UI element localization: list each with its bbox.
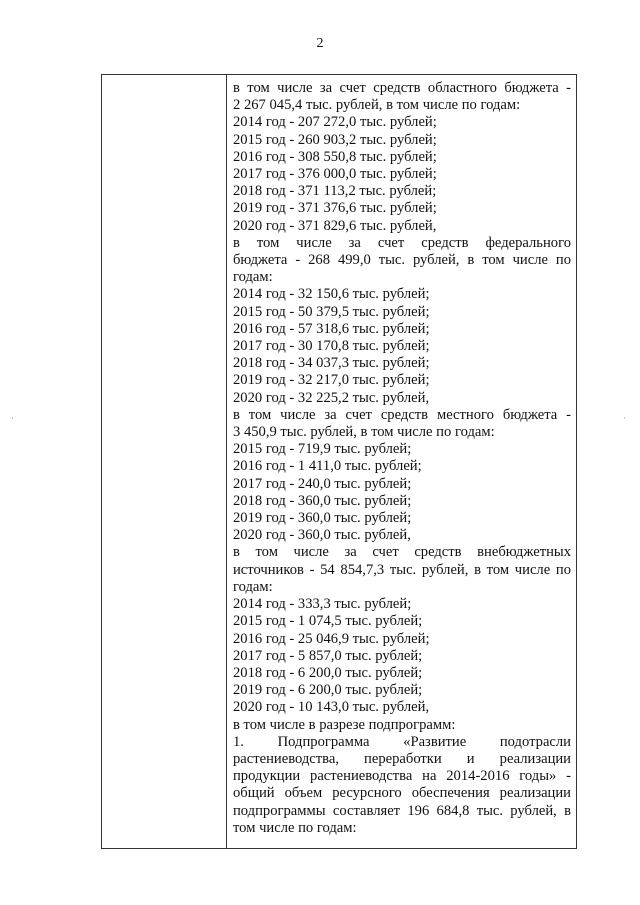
- text-line: 2018 год - 371 113,2 тыс. рублей;: [233, 183, 437, 200]
- text-line: годам:: [233, 578, 273, 595]
- text-line: в том числе за счет средств местного бюджета -: [233, 406, 571, 423]
- document-table: [101, 74, 577, 849]
- text-line: источников - 54 854,7,3 тыс. рублей, в том числе по: [233, 561, 571, 578]
- text-line: 2015 год - 719,9 тыс. рублей;: [233, 441, 412, 458]
- text-line: 2018 год - 34 037,3 тыс. рублей;: [233, 355, 430, 372]
- text-line: 1. Подпрограмма «Развитие подотрасли: [233, 733, 571, 750]
- text-line: 2017 год - 240,0 тыс. рублей;: [233, 475, 412, 492]
- text-line: 2020 год - 32 225,2 тыс. рублей,: [233, 389, 430, 406]
- text-line: подпрограммы составляет 196 684,8 тыс. рублей, в: [233, 802, 571, 819]
- text-line: 2018 год - 6 200,0 тыс. рублей;: [233, 664, 423, 681]
- text-line: 2016 год - 1 411,0 тыс. рублей;: [233, 458, 422, 475]
- text-line: 2020 год - 371 829,6 тыс. рублей,: [233, 217, 437, 234]
- text-line: 2016 год - 308 550,8 тыс. рублей;: [233, 148, 437, 165]
- text-line: 2018 год - 360,0 тыс. рублей;: [233, 492, 412, 509]
- text-line: общий объем ресурсного обеспечения реализации: [233, 785, 571, 802]
- text-line: 2016 год - 25 046,9 тыс. рублей;: [233, 630, 430, 647]
- text-line: в том числе за счет средств федерального: [233, 234, 571, 251]
- text-line: 2020 год - 360,0 тыс. рублей,: [233, 527, 411, 544]
- text-line: 2015 год - 1 074,5 тыс. рублей;: [233, 613, 423, 630]
- text-line: 2019 год - 371 376,6 тыс. рублей;: [233, 200, 437, 217]
- text-line: 2014 год - 333,3 тыс. рублей;: [233, 596, 412, 613]
- text-line: бюджета - 268 499,0 тыс. рублей, в том числе по: [233, 252, 571, 269]
- text-line: 2014 год - 32 150,6 тыс. рублей;: [233, 286, 430, 303]
- text-line: 2015 год - 50 379,5 тыс. рублей;: [233, 303, 430, 320]
- text-line: в том числе за счет средств областного бюджета -: [233, 80, 571, 96]
- text-line: 2019 год - 6 200,0 тыс. рублей;: [233, 682, 423, 699]
- text-line: продукции растениеводства на 2014-2016 годы» -: [233, 768, 571, 785]
- text-line: 2015 год - 260 903,2 тыс. рублей;: [233, 131, 437, 148]
- text-line: 2016 год - 57 318,6 тыс. рублей;: [233, 320, 430, 337]
- text-line: 2014 год - 207 272,0 тыс. рублей;: [233, 114, 437, 131]
- text-line: 2 267 045,4 тыс. рублей, в том числе по годам:: [233, 97, 521, 114]
- text-line: 2017 год - 30 170,8 тыс. рублей;: [233, 338, 430, 355]
- text-line: растениеводства, переработки и реализации: [233, 750, 571, 767]
- margin-tick: ·: [11, 413, 14, 423]
- text-line: том числе по годам:: [233, 819, 357, 836]
- column-divider: [226, 75, 227, 848]
- text-line: 2019 год - 360,0 тыс. рублей;: [233, 510, 412, 527]
- text-line: 3 450,9 тыс. рублей, в том числе по годам:: [233, 424, 495, 441]
- text-line: в том числе в разрезе подпрограмм:: [233, 716, 456, 733]
- text-line: годам:: [233, 269, 273, 286]
- margin-tick: ·: [623, 413, 626, 423]
- text-line: в том числе за счет средств внебюджетных: [233, 544, 571, 561]
- table-cell-content: [233, 80, 571, 837]
- text-line: 2017 год - 5 857,0 тыс. рублей;: [233, 647, 423, 664]
- text-line: 2019 год - 32 217,0 тыс. рублей;: [233, 372, 430, 389]
- text-line: 2020 год - 10 143,0 тыс. рублей,: [233, 699, 430, 716]
- page-number: 2: [316, 36, 324, 51]
- text-line: 2017 год - 376 000,0 тыс. рублей;: [233, 166, 437, 183]
